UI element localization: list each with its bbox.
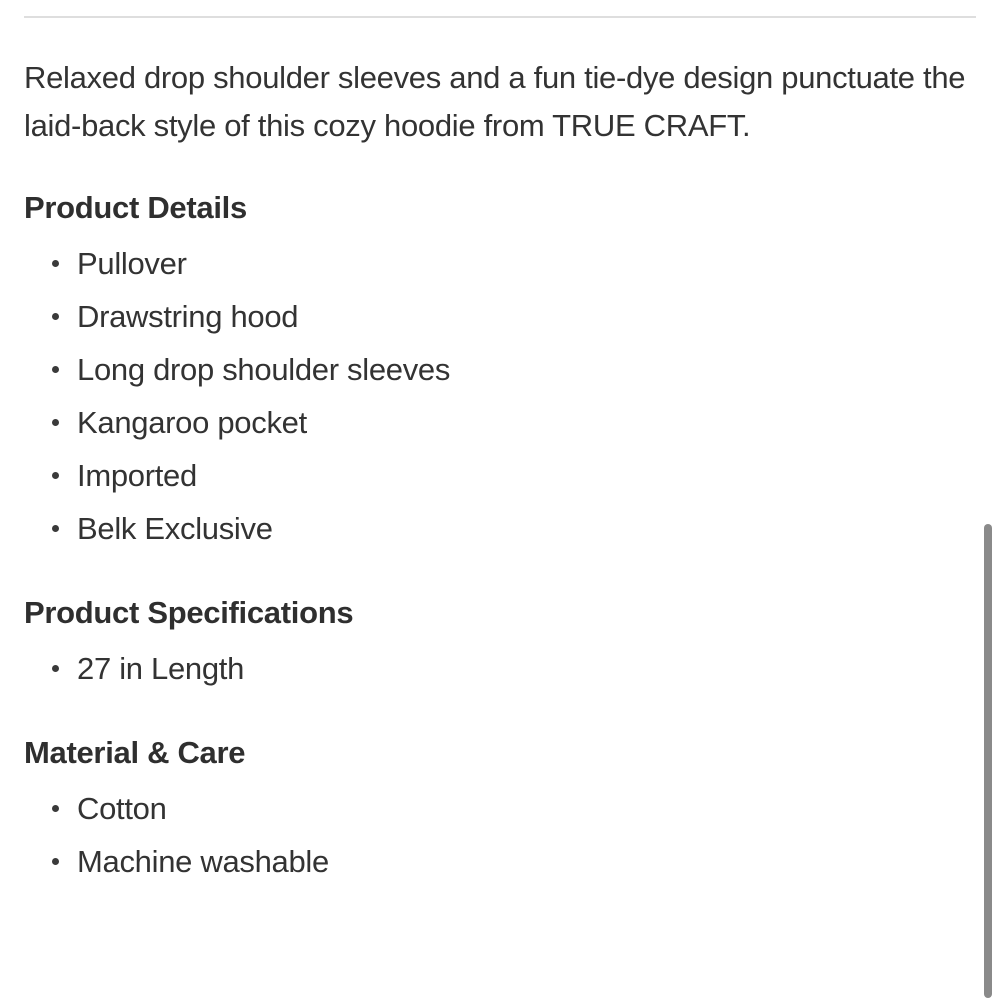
list-item (77, 396, 976, 449)
list-item-text: Belk Exclusive (77, 511, 273, 546)
list-item (77, 343, 976, 396)
bullet-icon (52, 805, 59, 812)
bullet-icon (52, 419, 59, 426)
list-item (77, 782, 976, 835)
product-description-text: Relaxed drop shoulder sleeves and a fun tie-dye design punctuate the laid-back style of this cozy hoodie from TRUE CRAFT. (24, 60, 966, 143)
section-title: Product Specifications (24, 595, 354, 630)
sections-container (24, 184, 976, 888)
list-item (77, 290, 976, 343)
list-item-text: Imported (77, 458, 197, 493)
list-item (77, 502, 976, 555)
bullet-icon (52, 366, 59, 373)
bullet-icon (52, 525, 59, 532)
list-item (77, 237, 976, 290)
bullet-icon (52, 472, 59, 479)
list-item-text: 27 in Length (77, 651, 245, 686)
list-item-text: Machine washable (77, 844, 329, 879)
list-item-text: Long drop shoulder sleeves (77, 352, 451, 387)
bullet-list (24, 237, 976, 555)
product-section (24, 589, 976, 695)
product-description-panel (0, 16, 1000, 1000)
list-item-text: Cotton (77, 791, 167, 826)
list-item (77, 835, 976, 888)
product-section (24, 184, 976, 555)
bullet-icon (52, 665, 59, 672)
bullet-icon (52, 313, 59, 320)
product-section (24, 729, 976, 888)
bullet-list (24, 642, 976, 695)
list-item (77, 449, 976, 502)
bullet-icon (52, 260, 59, 267)
list-item-text: Kangaroo pocket (77, 405, 307, 440)
scrollbar-thumb[interactable] (984, 524, 992, 998)
description-content (0, 54, 1000, 888)
top-divider (24, 16, 976, 18)
bullet-icon (52, 858, 59, 865)
bullet-list (24, 782, 976, 888)
section-title: Material & Care (24, 735, 246, 770)
list-item-text: Pullover (77, 246, 187, 281)
section-title: Product Details (24, 190, 247, 225)
list-item-text: Drawstring hood (77, 299, 299, 334)
list-item (77, 642, 976, 695)
